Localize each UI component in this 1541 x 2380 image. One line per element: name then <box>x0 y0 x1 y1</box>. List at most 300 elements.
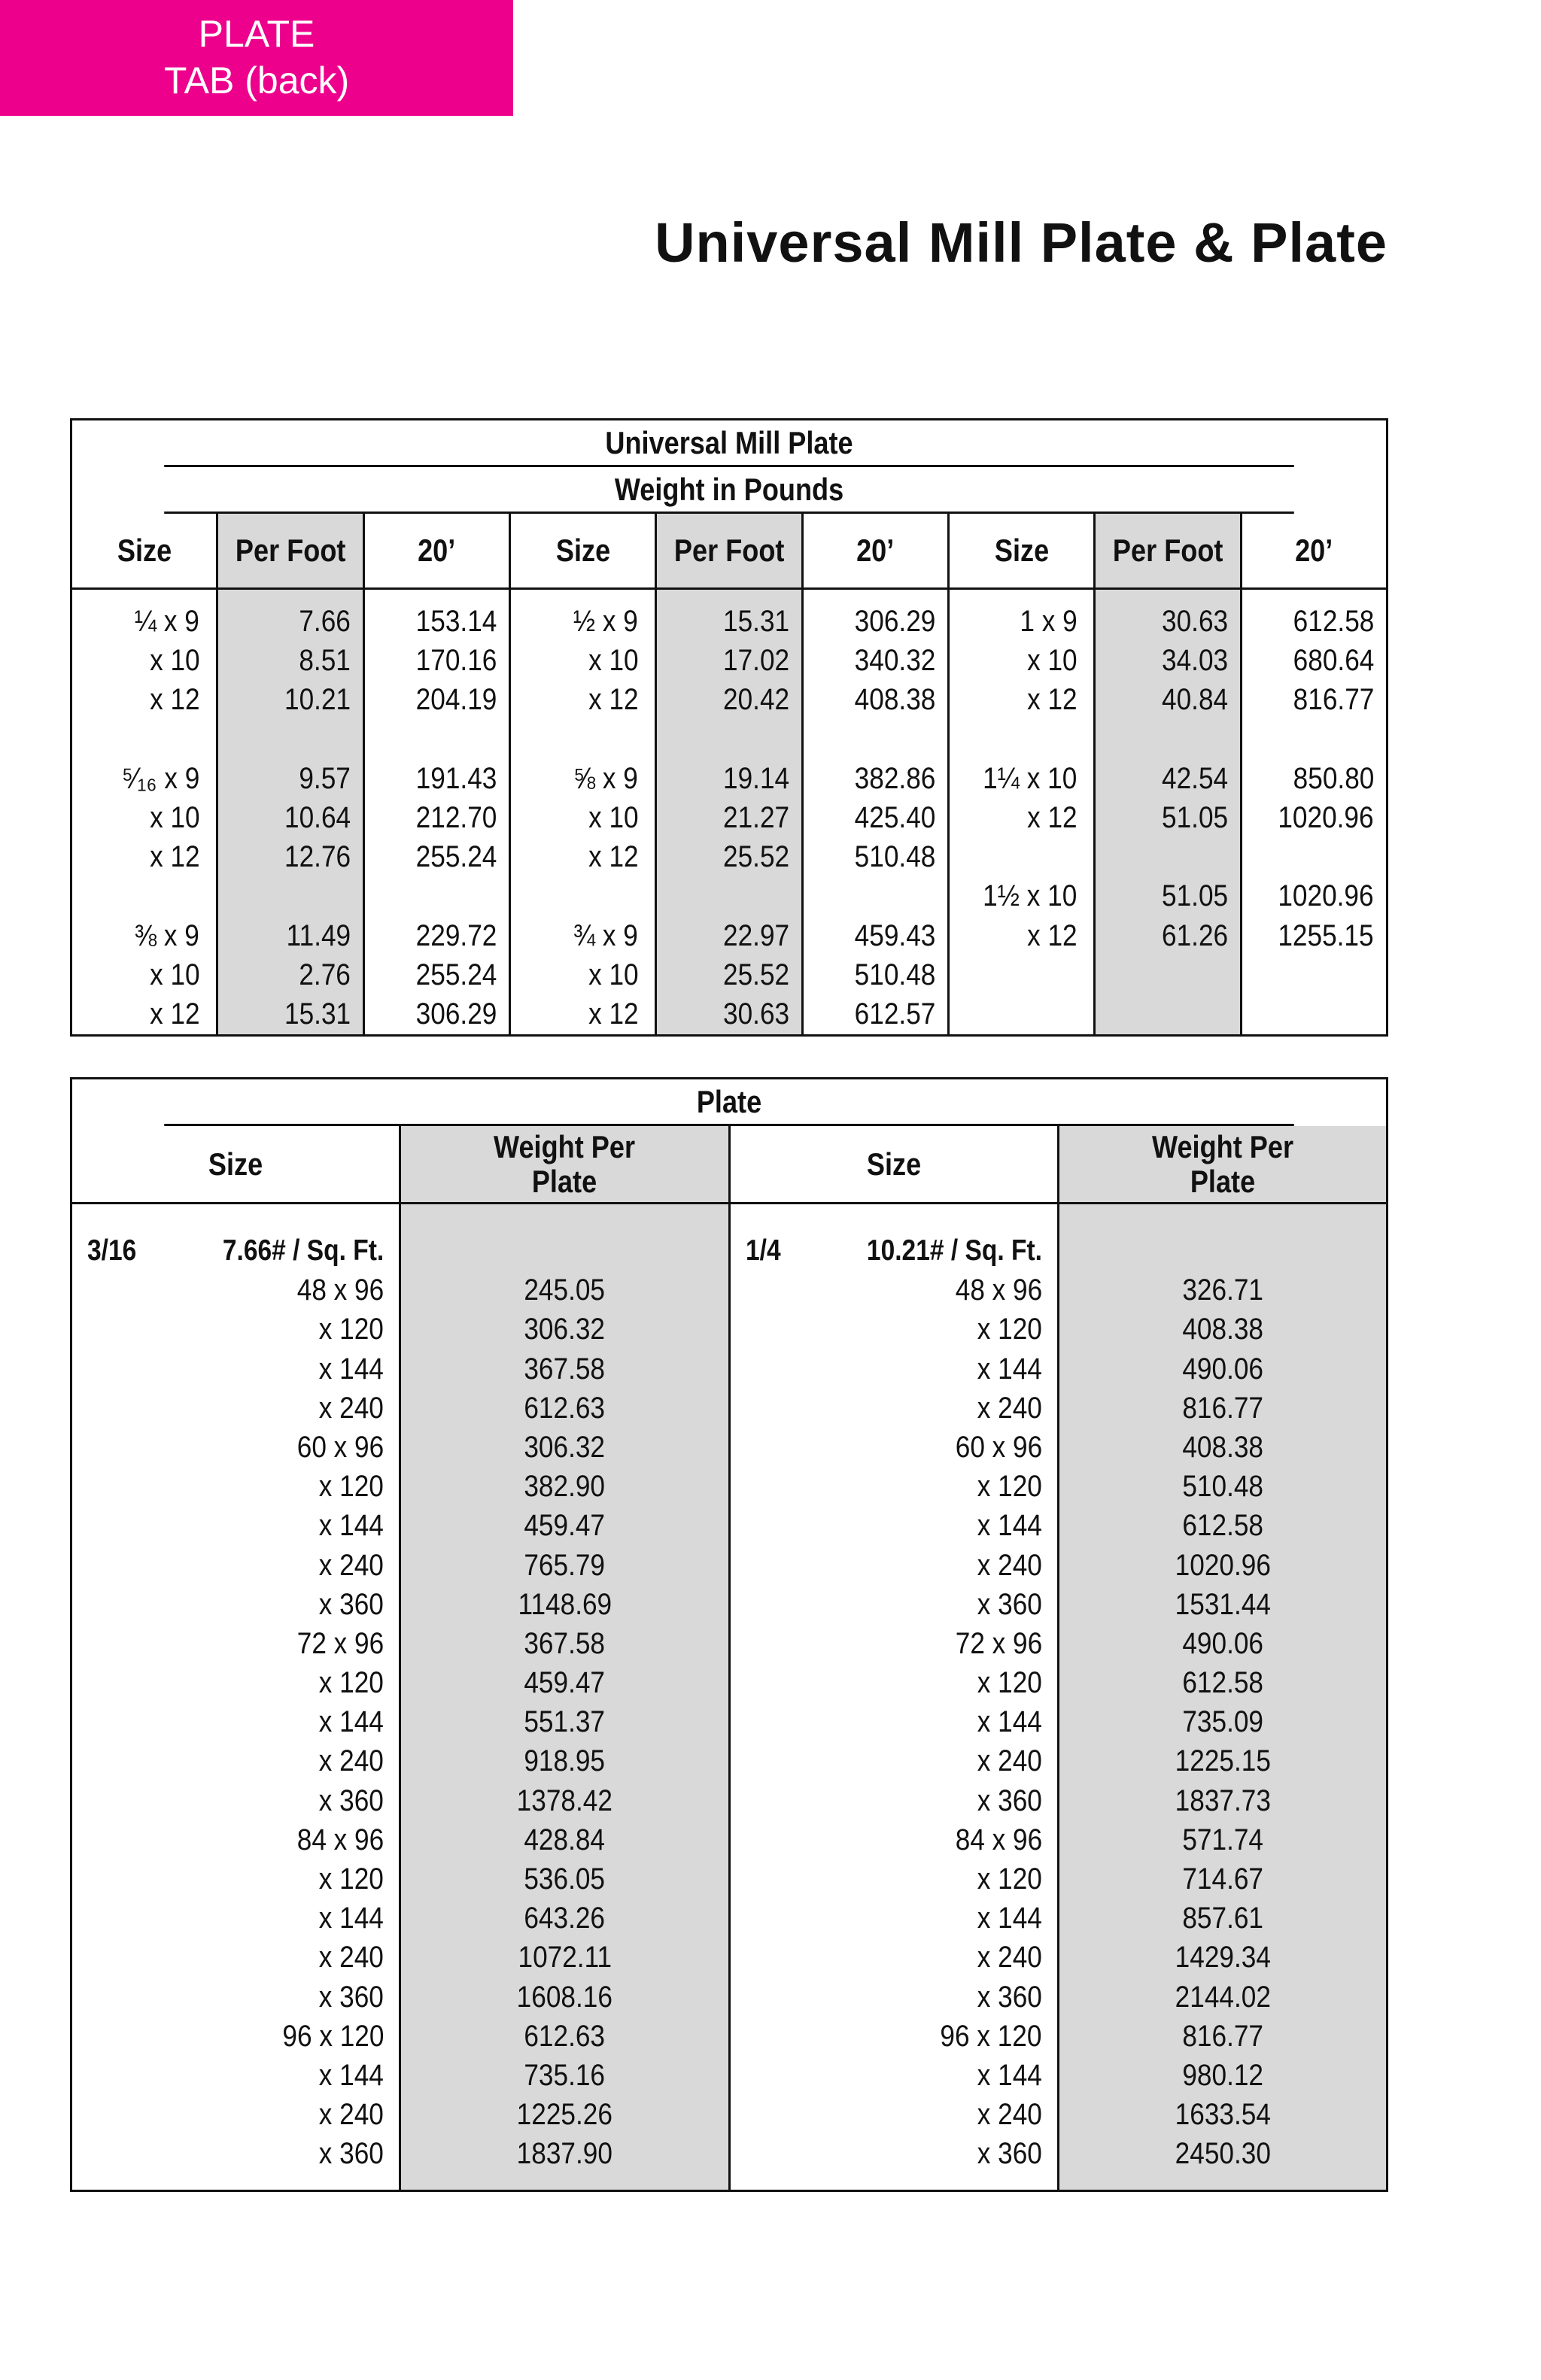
cell-value: x 120 <box>319 1862 384 1896</box>
plate-half <box>72 1126 728 2190</box>
cell-value: 408.38 <box>1182 1430 1263 1464</box>
column-header <box>731 1126 1057 1204</box>
table-cell <box>804 876 947 915</box>
plate-column-weight <box>1057 1126 1386 2190</box>
cell-value: 367.58 <box>524 1352 606 1386</box>
table-cell <box>731 1310 1057 1349</box>
cell-value: x 120 <box>977 1666 1042 1700</box>
table-cell <box>1242 837 1386 876</box>
table-cell <box>365 759 509 798</box>
column-cells <box>1096 590 1239 1034</box>
cell-value: x 144 <box>977 1902 1042 1935</box>
table-cell <box>1096 720 1239 759</box>
column-cells <box>1242 590 1386 1034</box>
cell-value: 60 x 96 <box>955 1430 1042 1464</box>
cell-value: 96 x 120 <box>940 2019 1042 2053</box>
column-header-label: Size <box>994 533 1049 568</box>
table-cell <box>804 994 947 1034</box>
column-cells <box>72 590 216 1034</box>
table-cell <box>1096 759 1239 798</box>
gauge-spacer <box>1059 1231 1386 1270</box>
table-cell <box>401 2056 728 2095</box>
table-cell <box>1096 680 1239 719</box>
cell-value: 408.38 <box>1182 1313 1263 1346</box>
gauge-row <box>72 1231 399 1270</box>
table-cell <box>1059 1270 1386 1310</box>
cell-value: 51.05 <box>1161 800 1228 834</box>
table-cell <box>804 759 947 798</box>
column-header-label: Per Foot <box>235 533 346 568</box>
cell-value: x 360 <box>319 1587 384 1621</box>
table-cell <box>731 1467 1057 1506</box>
table-cell <box>365 680 509 719</box>
table-cell <box>657 680 801 719</box>
column-header-label: Size <box>555 533 610 568</box>
table-cell <box>401 1624 728 1663</box>
table-cell <box>1059 1389 1386 1428</box>
table-cell <box>511 759 655 798</box>
column-header-label: Size <box>208 1146 263 1182</box>
table-cell <box>218 798 362 837</box>
column-header-label: Weight Per Plate <box>1151 1128 1293 1199</box>
gauge-rate: 7.66# / Sq. Ft. <box>222 1234 384 1267</box>
column-header-label: Size <box>866 1146 921 1182</box>
table-cell <box>401 1349 728 1389</box>
table-cell <box>72 1428 399 1467</box>
table-cell <box>1059 1310 1386 1349</box>
cell-value: 255.24 <box>415 958 497 991</box>
cell-value: 612.63 <box>524 1391 606 1425</box>
table-cell <box>218 837 362 876</box>
column-header <box>804 514 947 590</box>
table-cell <box>72 1506 399 1545</box>
table-cell <box>657 720 801 759</box>
table-cell <box>72 1978 399 2017</box>
table-cell <box>731 1702 1057 1741</box>
table-cell <box>511 720 655 759</box>
cell-value: x 120 <box>977 1313 1042 1346</box>
table-cell <box>1096 994 1239 1034</box>
cell-value: x 12 <box>1026 800 1077 834</box>
table-cell <box>950 602 1093 641</box>
cell-value: 72 x 96 <box>296 1626 384 1660</box>
cell-value: x 12 <box>588 997 639 1031</box>
cell-value: x 240 <box>977 2098 1042 2132</box>
column-header <box>511 514 655 590</box>
table-cell <box>1059 1741 1386 1780</box>
table-cell <box>511 955 655 994</box>
cell-value: x 240 <box>319 1391 384 1425</box>
table-cell <box>365 916 509 955</box>
table-cell <box>950 680 1093 719</box>
table-cell <box>401 1270 728 1310</box>
table-cell <box>804 641 947 680</box>
table-cell <box>1096 641 1239 680</box>
cell-value: 1¼ x 10 <box>983 761 1077 795</box>
plate-table <box>70 1077 1388 2192</box>
cell-value: 680.64 <box>1293 644 1374 678</box>
cell-value: 10.64 <box>284 800 351 834</box>
plate-column-weight <box>399 1126 728 2190</box>
cell-value: 84 x 96 <box>955 1823 1042 1856</box>
column-header-label: Weight Per Plate <box>494 1128 636 1199</box>
table-cell <box>401 1741 728 1780</box>
table-cell <box>731 1270 1057 1310</box>
table-cell <box>731 2134 1057 2173</box>
table-cell <box>72 955 216 994</box>
cell-value: x 144 <box>977 1509 1042 1543</box>
cell-value: 1072.11 <box>518 1941 612 1975</box>
column-cells <box>218 590 362 1034</box>
cell-value: 30.63 <box>1161 605 1228 638</box>
cell-value: 19.14 <box>722 761 789 795</box>
table-cell <box>401 1428 728 1467</box>
table-cell <box>950 876 1093 915</box>
cell-value: 612.58 <box>1182 1666 1263 1700</box>
cell-value: x 10 <box>149 958 200 991</box>
cell-value: x 144 <box>319 1902 384 1935</box>
plate-column-size <box>731 1126 1057 2190</box>
column-cells <box>731 1204 1057 2174</box>
cell-value: 612.58 <box>1293 605 1374 638</box>
cell-value: 40.84 <box>1161 683 1228 717</box>
table-cell <box>72 1781 399 1820</box>
cell-value: ¾ x 9 <box>573 918 639 952</box>
table-cell <box>1096 876 1239 915</box>
cell-value: 306.32 <box>524 1313 606 1346</box>
cell-value: 382.90 <box>524 1470 606 1504</box>
cell-value: 25.52 <box>722 840 789 874</box>
cell-value: x 360 <box>319 1980 384 2014</box>
table-cell <box>950 994 1093 1034</box>
table-cell <box>1242 641 1386 680</box>
table-cell <box>657 837 801 876</box>
cell-value: 51.05 <box>1161 879 1228 913</box>
table-cell <box>365 641 509 680</box>
table-cell <box>1059 1428 1386 1467</box>
table-cell <box>72 1349 399 1389</box>
table-cell <box>1242 994 1386 1034</box>
table-cell <box>1059 1624 1386 1663</box>
cell-value: 816.77 <box>1182 1391 1263 1425</box>
cell-value: 42.54 <box>1161 761 1228 795</box>
cell-value: 204.19 <box>415 683 497 717</box>
cell-value: x 12 <box>149 840 200 874</box>
cell-value: 510.48 <box>854 840 935 874</box>
column-cells <box>657 590 801 1034</box>
table-cell <box>731 1624 1057 1663</box>
table-cell <box>1059 1978 1386 2017</box>
cell-value: 2144.02 <box>1175 1980 1271 2014</box>
gauge-spacer <box>401 1231 728 1270</box>
cell-value: x 12 <box>588 683 639 717</box>
page-title: Universal Mill Plate & Plate <box>655 211 1388 274</box>
cell-value: x 120 <box>319 1313 384 1346</box>
table-cell <box>72 1467 399 1506</box>
column-header-label: Per Foot <box>673 533 785 568</box>
table-cell <box>401 1899 728 1938</box>
cell-value: 1148.69 <box>518 1587 612 1621</box>
cell-value: 1608.16 <box>516 1980 612 2014</box>
table-cell <box>72 1585 399 1624</box>
table-cell <box>365 876 509 915</box>
table-cell <box>950 720 1093 759</box>
table-cell <box>657 798 801 837</box>
table-cell <box>401 1978 728 2017</box>
mill-plate-group <box>947 514 1386 1034</box>
table-cell <box>72 2056 399 2095</box>
table-cell <box>72 1820 399 1859</box>
table-cell <box>657 955 801 994</box>
mill-plate-grid <box>72 514 1386 1034</box>
cell-value: 255.24 <box>415 840 497 874</box>
table-cell <box>950 916 1093 955</box>
table-cell <box>804 602 947 641</box>
cell-value: 612.63 <box>524 2019 606 2053</box>
table-cell <box>401 1467 728 1506</box>
column-header <box>657 514 801 590</box>
cell-value: 7.66 <box>299 605 351 638</box>
table-cell <box>218 641 362 680</box>
column-cells <box>365 590 509 1034</box>
table-cell <box>731 2056 1057 2095</box>
cell-value: 425.40 <box>854 800 935 834</box>
table-cell <box>401 1859 728 1899</box>
cell-value: x 144 <box>977 1352 1042 1386</box>
table-cell <box>72 1389 399 1428</box>
gauge-rate: 10.21# / Sq. Ft. <box>866 1234 1042 1267</box>
cell-value: 1020.96 <box>1278 879 1374 913</box>
table-cell <box>731 1781 1057 1820</box>
cell-value: x 144 <box>319 1705 384 1739</box>
cell-value: 1 x 9 <box>1020 605 1077 638</box>
table-cell <box>72 641 216 680</box>
cell-value: 15.31 <box>284 997 351 1031</box>
cell-value: 765.79 <box>524 1548 606 1582</box>
plate-half <box>728 1126 1387 2190</box>
cell-value: 170.16 <box>415 644 497 678</box>
table-cell <box>1059 1859 1386 1899</box>
cell-value: x 360 <box>319 2137 384 2171</box>
mill-plate-subtitle: Weight in Pounds <box>164 467 1294 514</box>
cell-value: 21.27 <box>722 800 789 834</box>
cell-value: x 360 <box>977 1980 1042 2014</box>
section-tab <box>0 0 513 116</box>
cell-value: x 240 <box>319 1744 384 1778</box>
gauge-thickness: 1/4 <box>745 1234 781 1267</box>
table-cell <box>72 2134 399 2173</box>
table-cell <box>72 1899 399 1938</box>
table-cell <box>731 1506 1057 1545</box>
cell-value: 408.38 <box>854 683 935 717</box>
column-header <box>365 514 509 590</box>
table-cell <box>511 837 655 876</box>
table-cell <box>72 2017 399 2056</box>
table-cell <box>1242 602 1386 641</box>
column-cells <box>950 590 1093 1034</box>
cell-value: 2450.30 <box>1175 2137 1271 2171</box>
table-cell <box>657 641 801 680</box>
cell-value: ⅜ x 9 <box>135 918 200 952</box>
cell-value: 612.57 <box>854 997 935 1031</box>
cell-value: 1255.15 <box>1278 918 1374 952</box>
table-cell <box>511 916 655 955</box>
universal-mill-plate-table <box>70 418 1388 1037</box>
cell-value: 643.26 <box>524 1902 606 1935</box>
mill-plate-column-size <box>950 514 1093 1034</box>
cell-value: x 10 <box>149 644 200 678</box>
cell-value: 72 x 96 <box>955 1626 1042 1660</box>
table-cell <box>1242 759 1386 798</box>
column-cells <box>804 590 947 1034</box>
cell-value: 1020.96 <box>1175 1548 1271 1582</box>
table-cell <box>1059 1467 1386 1506</box>
mill-plate-column-twenty <box>801 514 947 1034</box>
cell-value: x 240 <box>977 1548 1042 1582</box>
table-cell <box>1059 1781 1386 1820</box>
cell-value: 459.47 <box>524 1509 606 1543</box>
cell-value: ½ x 9 <box>573 605 639 638</box>
cell-value: 816.77 <box>1293 683 1374 717</box>
table-cell <box>401 1506 728 1545</box>
table-cell <box>731 2017 1057 2056</box>
column-header <box>72 1126 399 1204</box>
cell-value: 1429.34 <box>1175 1941 1271 1975</box>
cell-value: 84 x 96 <box>296 1823 384 1856</box>
table-cell <box>731 1546 1057 1585</box>
cell-value: x 144 <box>319 1352 384 1386</box>
table-cell <box>1096 837 1239 876</box>
table-cell <box>731 1978 1057 2017</box>
mill-plate-column-twenty <box>1240 514 1386 1034</box>
cell-value: 1378.42 <box>516 1783 612 1817</box>
cell-value: 612.58 <box>1182 1509 1263 1543</box>
table-cell <box>1059 1899 1386 1938</box>
table-cell <box>72 1859 399 1899</box>
table-cell <box>1059 1702 1386 1741</box>
table-cell <box>218 759 362 798</box>
table-cell <box>1242 876 1386 915</box>
table-cell <box>804 916 947 955</box>
cell-value: 536.05 <box>524 1862 606 1896</box>
cell-value: 48 x 96 <box>296 1273 384 1307</box>
table-cell <box>72 876 216 915</box>
cell-value: 490.06 <box>1182 1626 1263 1660</box>
table-cell <box>218 602 362 641</box>
table-cell <box>657 916 801 955</box>
table-cell <box>731 1820 1057 1859</box>
mill-plate-title: Universal Mill Plate <box>164 420 1294 467</box>
table-cell <box>1242 680 1386 719</box>
table-cell <box>72 798 216 837</box>
cell-value: 306.29 <box>854 605 935 638</box>
cell-value: 25.52 <box>722 958 789 991</box>
table-cell <box>72 720 216 759</box>
cell-value: 1020.96 <box>1278 800 1374 834</box>
table-cell <box>511 798 655 837</box>
mill-plate-column-per-foot <box>1093 514 1239 1034</box>
table-cell <box>657 994 801 1034</box>
table-cell <box>218 955 362 994</box>
cell-value: 1633.54 <box>1175 2098 1271 2132</box>
table-cell <box>731 1938 1057 1977</box>
table-cell <box>731 1899 1057 1938</box>
column-header <box>218 514 362 590</box>
table-cell <box>401 1585 728 1624</box>
column-header <box>72 514 216 590</box>
table-cell <box>218 680 362 719</box>
cell-value: ¼ x 9 <box>135 605 200 638</box>
cell-value: 245.05 <box>524 1273 606 1307</box>
table-cell <box>804 798 947 837</box>
cell-value: 1225.15 <box>1175 1744 1271 1778</box>
table-cell <box>72 1741 399 1780</box>
cell-value: x 10 <box>588 958 639 991</box>
table-cell <box>950 837 1093 876</box>
table-cell <box>1242 720 1386 759</box>
table-cell <box>731 1585 1057 1624</box>
cell-value: 1837.73 <box>1175 1783 1271 1817</box>
table-cell <box>1059 1546 1386 1585</box>
table-cell <box>511 876 655 915</box>
table-cell <box>1059 2017 1386 2056</box>
table-cell <box>1096 916 1239 955</box>
column-header <box>1096 514 1239 590</box>
cell-value: 857.61 <box>1182 1902 1263 1935</box>
cell-value: 30.63 <box>722 997 789 1031</box>
table-cell <box>218 994 362 1034</box>
cell-value: x 12 <box>149 683 200 717</box>
cell-value: 191.43 <box>415 761 497 795</box>
cell-value: x 360 <box>977 1783 1042 1817</box>
table-cell <box>72 916 216 955</box>
table-cell <box>218 876 362 915</box>
plate-column-size <box>72 1126 399 2190</box>
table-cell <box>1059 1506 1386 1545</box>
cell-value: 1½ x 10 <box>983 879 1077 913</box>
table-cell <box>804 837 947 876</box>
table-cell <box>1059 2134 1386 2173</box>
table-cell <box>1059 1585 1386 1624</box>
cell-value: 61.26 <box>1161 918 1228 952</box>
table-cell <box>511 641 655 680</box>
table-cell <box>401 2134 728 2173</box>
table-cell <box>218 916 362 955</box>
cell-value: 9.57 <box>299 761 351 795</box>
mill-plate-group <box>509 514 947 1034</box>
cell-value: 1531.44 <box>1175 1587 1271 1621</box>
cell-value: x 144 <box>977 1705 1042 1739</box>
table-cell <box>72 2095 399 2134</box>
table-cell <box>1096 602 1239 641</box>
cell-value: x 10 <box>588 800 639 834</box>
cell-value: x 240 <box>977 1744 1042 1778</box>
table-cell <box>511 680 655 719</box>
column-header <box>1059 1126 1386 1204</box>
cell-value: 428.84 <box>524 1823 606 1856</box>
table-cell <box>1059 1349 1386 1389</box>
table-cell <box>1242 955 1386 994</box>
cell-value: 816.77 <box>1182 2019 1263 2053</box>
table-cell <box>731 1859 1057 1899</box>
cell-value: x 144 <box>319 1509 384 1543</box>
cell-value: 96 x 120 <box>282 2019 384 2053</box>
cell-value: ⅝ x 9 <box>573 761 639 795</box>
cell-value: 571.74 <box>1182 1823 1263 1856</box>
table-cell <box>804 955 947 994</box>
table-cell <box>72 680 216 719</box>
table-cell <box>1096 955 1239 994</box>
